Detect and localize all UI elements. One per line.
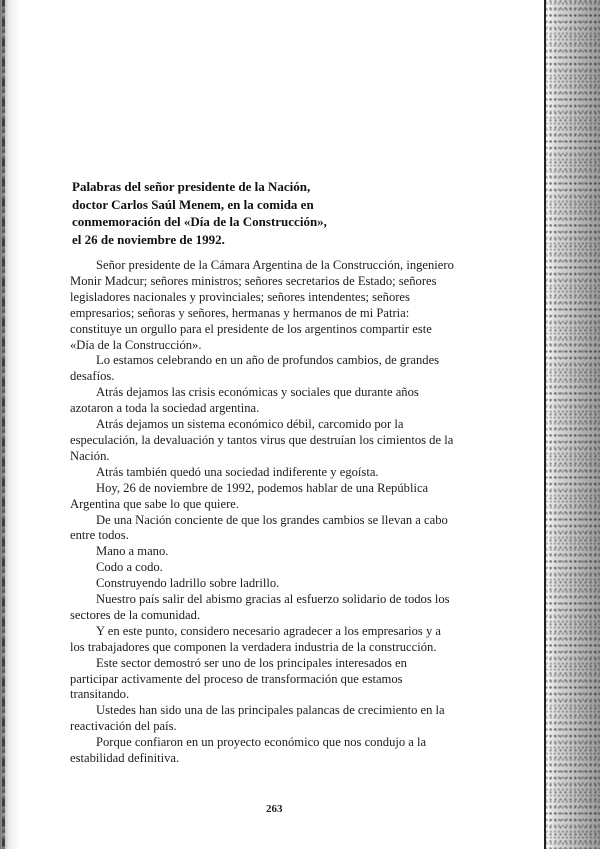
paragraph-line: empresarios; señoras y señores, hermanas y hermanos de mi Patria: (70, 305, 410, 320)
speech-paragraph (70, 576, 490, 592)
speech-paragraph (70, 560, 490, 576)
scan-right-edge (544, 0, 600, 849)
heading-line: doctor Carlos Saúl Menem, en la comida en (72, 196, 314, 212)
speech-heading (72, 178, 372, 248)
speech-paragraph (70, 385, 490, 417)
paragraph-line: Codo a codo. (96, 560, 163, 575)
paragraph-line: azotaron a toda la sociedad argentina. (70, 401, 260, 416)
paragraph-line: Hoy, 26 de noviembre de 1992, podemos hablar de una República (96, 480, 429, 495)
document-page (70, 0, 490, 849)
paragraph-line: De una Nación conciente de que los grandes cambios se llevan a cabo (96, 512, 448, 527)
paragraph-line: Señor presidente de la Cámara Argentina de la Construcción, ingeniero (96, 258, 454, 272)
paragraph-line: Este sector demostró ser uno de los principales interesados en (96, 655, 407, 670)
paragraph-line: especulación, la devaluación y tantos virus que destruían los cimientos de la (70, 432, 454, 447)
heading-line: el 26 de noviembre de 1992. (72, 231, 225, 247)
speech-paragraph (70, 258, 490, 353)
heading-line: conmemoración del «Día de la Construcción», (72, 214, 327, 229)
paragraph-line: transitando. (70, 687, 130, 702)
speech-body (70, 258, 490, 767)
speech-paragraph (70, 353, 490, 385)
paragraph-line: Argentina que sabe lo que quiere. (70, 496, 240, 511)
speech-paragraph (70, 703, 490, 735)
speech-paragraph (70, 465, 490, 481)
paragraph-line: los trabajadores que componen la verdadera industria de la construcción. (70, 639, 437, 654)
paragraph-line: desafíos. (70, 369, 115, 384)
paragraph-line: Lo estamos celebrando en un año de profundos cambios, de grandes (96, 353, 440, 368)
speech-paragraph (70, 656, 490, 704)
paragraph-line: Nación. (70, 448, 110, 463)
paragraph-line: Atrás dejamos las crisis económicas y sociales que durante años (96, 385, 419, 400)
speech-paragraph (70, 735, 490, 767)
speech-paragraph (70, 592, 490, 624)
paragraph-line: Ustedes han sido una de las principales palancas de crecimiento en la (96, 703, 445, 718)
page-number: 263 (266, 803, 283, 815)
scan-left-edge (0, 0, 22, 849)
heading-line: Palabras del señor presidente de la Nación, (72, 179, 311, 194)
paragraph-line: sectores de la comunidad. (70, 607, 201, 622)
paragraph-line: Construyendo ladrillo sobre ladrillo. (96, 576, 280, 591)
paragraph-line: legisladores nacionales y provinciales; señores intendentes; señores (70, 289, 410, 304)
paragraph-line: estabilidad definitiva. (70, 751, 180, 766)
paragraph-line: Mano a mano. (96, 544, 169, 559)
paragraph-line: Y en este punto, considero necesario agradecer a los empresarios y a (96, 623, 442, 638)
paragraph-line: Porque confiaron en un proyecto económico que nos condujo a la (96, 735, 427, 750)
paragraph-line: «Día de la Construcción». (70, 337, 202, 352)
speech-paragraph (70, 417, 490, 465)
paragraph-line: Atrás dejamos un sistema económico débil, carcomido por la (96, 417, 404, 432)
speech-paragraph (70, 481, 490, 513)
paragraph-line: constituye un orgullo para el presidente de los argentinos compartir este (70, 321, 432, 336)
paragraph-line: reactivación del país. (70, 719, 177, 734)
paragraph-line: participar activamente del proceso de transformación que estamos (70, 671, 403, 686)
speech-paragraph (70, 624, 490, 656)
paragraph-line: entre todos. (70, 528, 129, 543)
paragraph-line: Monir Madcur; señores ministros; señores secretarios de Estado; señores (70, 273, 437, 288)
speech-paragraph (70, 544, 490, 560)
speech-paragraph (70, 513, 490, 545)
paragraph-line: Atrás también quedó una sociedad indiferente y egoísta. (96, 464, 379, 479)
paragraph-line: Nuestro país salir del abismo gracias al esfuerzo solidario de todos los (96, 592, 450, 607)
